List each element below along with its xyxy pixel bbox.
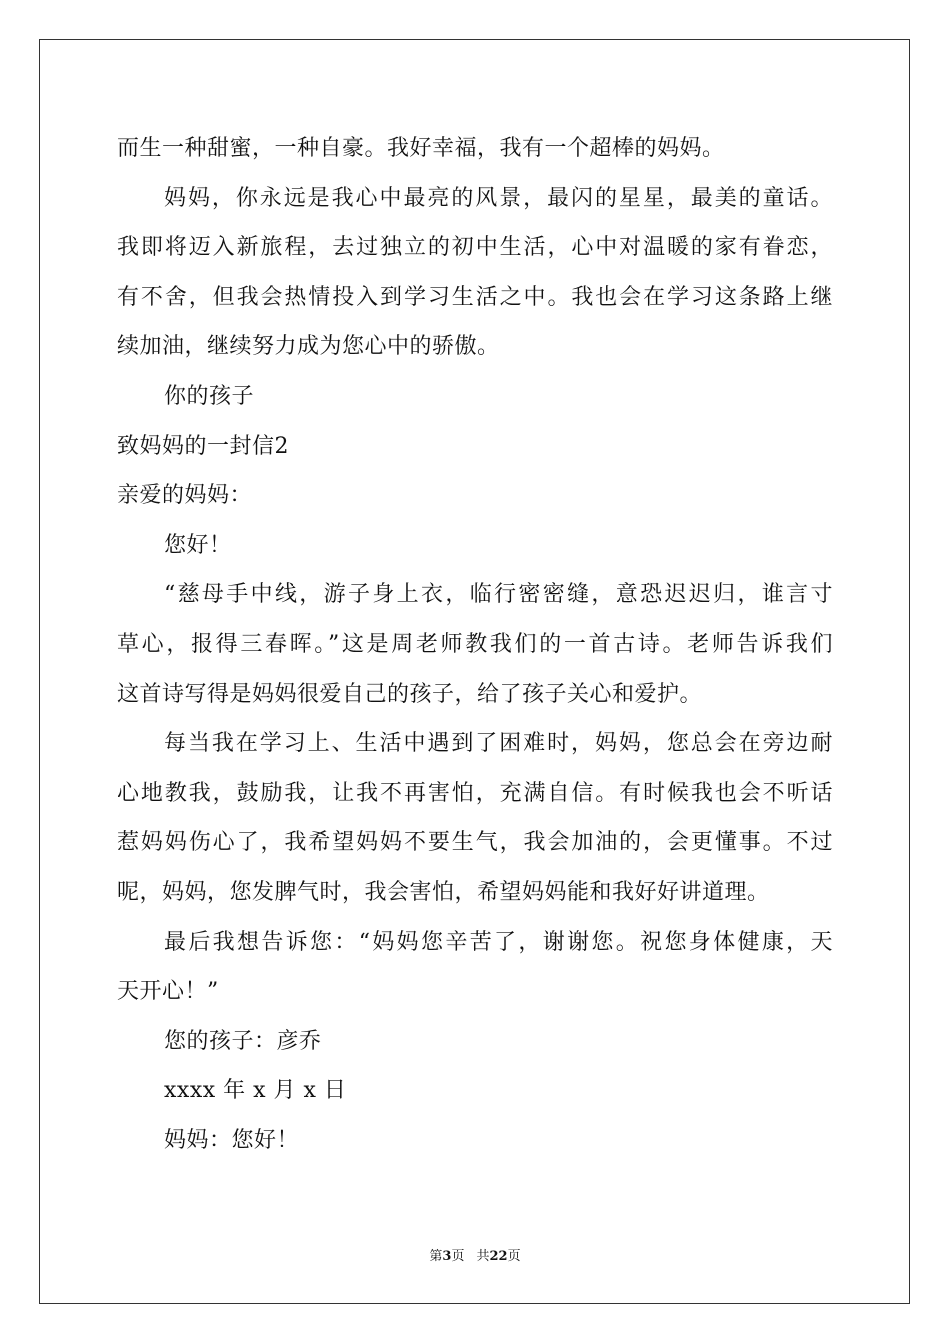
- total-suffix: 页: [507, 1249, 521, 1264]
- signature-line: 你的孩子: [164, 383, 255, 409]
- greeting: 您好！: [164, 532, 232, 558]
- paragraph-line: 我即将迈入新旅程，去过独立的初中生活，心中对温暖的家有眷恋，: [117, 235, 833, 261]
- paragraph-line: 每当我在学习上、生活中遇到了困难时，妈妈，您总会在旁边耐: [164, 731, 833, 757]
- paragraph-line: 草心，报得三春晖。”这是周老师教我们的一首古诗。老师告诉我们: [117, 631, 833, 657]
- paragraph-line: 妈妈，你永远是我心中最亮的风景，最闪的星星，最美的童话。: [164, 185, 833, 211]
- paragraph-line: 而生一种甜蜜，一种自豪。我好幸福，我有一个超棒的妈妈。: [117, 136, 725, 161]
- paragraph-line: 这首诗写得是妈妈很爱自己的孩子，给了孩子关心和爱护。: [117, 681, 703, 707]
- salutation: 亲爱的妈妈：: [117, 483, 253, 509]
- total-pages: 22: [489, 1249, 508, 1264]
- date-line: xxxx 年 x 月 x 日: [164, 1078, 347, 1104]
- page-prefix: 第: [429, 1249, 443, 1264]
- paragraph-line: 惹妈妈伤心了，我希望妈妈不要生气，我会加油的，会更懂事。不过: [117, 830, 833, 856]
- paragraph-line: 心地教我，鼓励我，让我不再害怕，充满自信。有时候我也会不听话: [117, 780, 833, 806]
- paragraph-line: 最后我想告诉您：“妈妈您辛苦了，谢谢您。祝您身体健康，天: [164, 929, 833, 955]
- total-prefix: 共: [476, 1249, 490, 1264]
- paragraph-line: “慈母手中线，游子身上衣，临行密密缝，意恐迟迟归，谁言寸: [164, 582, 833, 608]
- signature-line: 您的孩子：彦乔: [164, 1028, 322, 1054]
- greeting: 妈妈：您好！: [164, 1127, 300, 1153]
- page-footer: [0, 1248, 950, 1266]
- paragraph-line: 天开心！”: [117, 979, 219, 1005]
- letter-body: [117, 124, 833, 1165]
- paragraph-line: 呢，妈妈，您发脾气时，我会害怕，希望妈妈能和我好好讲道理。: [117, 879, 770, 905]
- letter-heading: 致妈妈的一封信2: [117, 433, 289, 459]
- paragraph-line: 有不舍，但我会热情投入到学习生活之中。我也会在学习这条路上继: [117, 284, 833, 310]
- paragraph-line: 续加油，继续努力成为您心中的骄傲。: [117, 334, 500, 360]
- page-suffix: 页: [451, 1249, 465, 1264]
- page-number: 3: [442, 1249, 452, 1264]
